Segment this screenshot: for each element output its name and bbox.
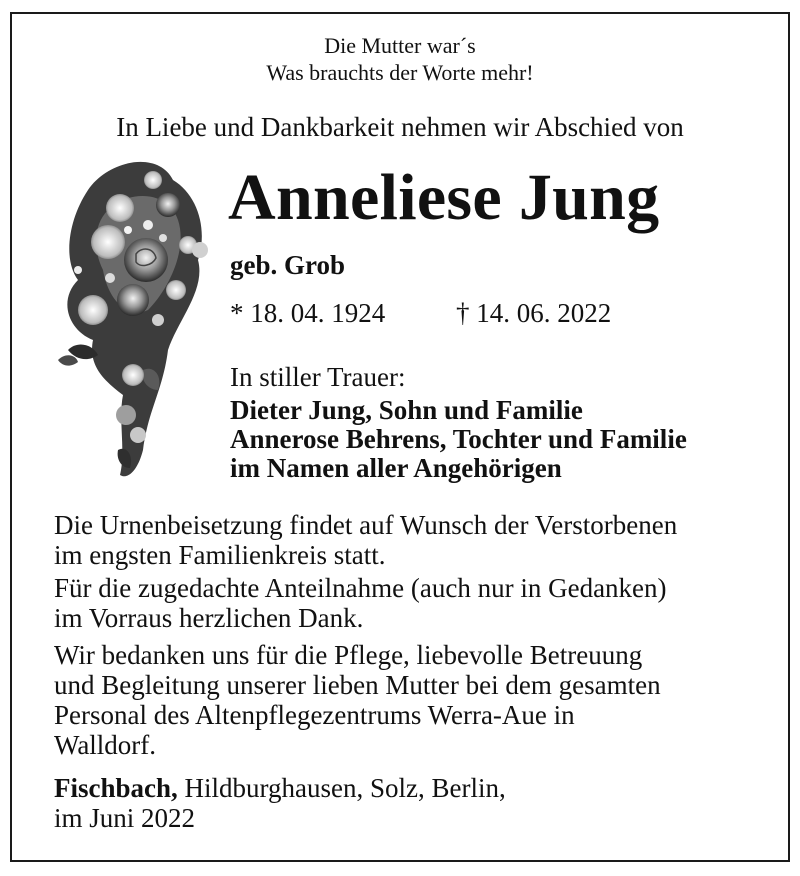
text-line: Die Urnenbeisetzung findet auf Wunsch der Verstorbenen [54,510,678,540]
mourner-line: Dieter Jung, Sohn und Familie [230,395,583,425]
mourning-label: In stiller Trauer: [230,362,406,392]
text-line: Walldorf. [54,730,157,760]
intro-text: In Liebe und Dankbarkeit nehmen wir Abschied von [116,112,684,142]
places-line [54,773,506,803]
motto-line-2: Was brauchts der Worte mehr! [266,60,534,85]
deceased-name: Anneliese Jung [228,161,660,234]
text-line: Für die zugedachte Anteilnahme (auch nur in Gedanken) [54,573,667,603]
date-line: im Juni 2022 [54,803,196,833]
mourners-list [230,396,687,483]
text-line: und Begleitung unserer lieben Mutter bei dem gesamten [54,670,661,700]
death-date: † 14. 06. 2022 [456,298,612,328]
mourner-line: im Namen aller Angehörigen [230,453,562,483]
mourner-line: Annerose Behrens, Tochter und Familie [230,424,687,454]
motto-line-1: Die Mutter war´s [324,33,476,58]
burial-paragraph [54,510,774,570]
footer-places-date [54,773,506,833]
text-line: im engsten Familienkreis statt. [54,540,386,570]
flower-bouquet-icon [48,150,223,490]
maiden-name: geb. Grob [230,250,346,280]
birth-date: * 18. 04. 1924 [230,298,386,328]
text-line: Wir bedanken uns für die Pflege, liebevolle Betreuung [54,640,643,670]
text-line: im Vorraus herzlichen Dank. [54,603,364,633]
places-other: Hildburghausen, Solz, Berlin, [177,773,506,803]
thanks-paragraph [54,573,774,633]
care-thanks-paragraph [54,640,774,760]
place-main: Fischbach, [54,773,178,803]
text-line: Personal des Altenpflegezentrums Werra-Aue in [54,700,575,730]
